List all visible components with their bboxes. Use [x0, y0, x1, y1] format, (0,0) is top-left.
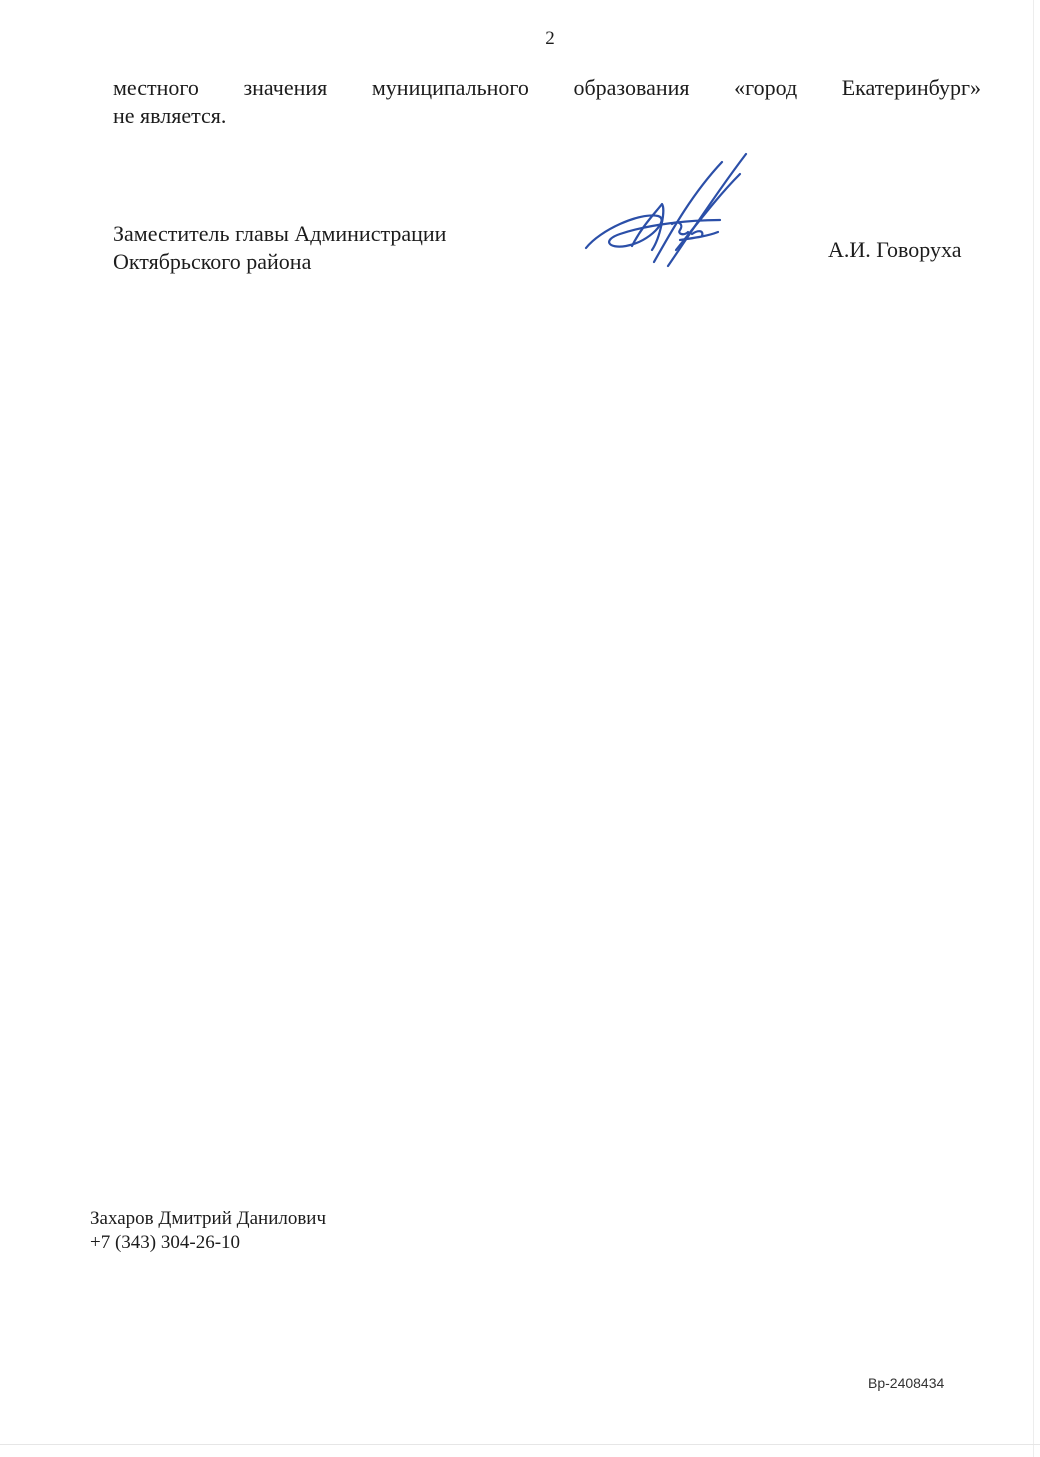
- signatory-position: [113, 220, 446, 276]
- body-paragraph: [113, 74, 981, 130]
- page-number: 2: [545, 28, 555, 49]
- executor-phone: +7 (343) 304-26-10: [90, 1232, 241, 1253]
- registry-number: Вр-2408434: [868, 1375, 945, 1391]
- position-line-2: Октябрьского района: [113, 249, 312, 274]
- body-word: «город: [734, 75, 798, 100]
- handwritten-signature: [580, 150, 770, 270]
- body-line-1: [113, 74, 981, 102]
- executor-name: Захаров Дмитрий Данилович: [90, 1208, 327, 1229]
- scan-edge-bottom: [0, 1444, 1040, 1445]
- executor-block: [90, 1207, 326, 1255]
- signatory-name: А.И. Говоруха: [828, 237, 962, 262]
- body-word: Екатеринбург»: [841, 75, 982, 100]
- body-word: местного: [113, 75, 199, 100]
- scan-edge-right: [1033, 0, 1034, 1457]
- body-word: значения: [243, 75, 328, 100]
- body-line-2: не является.: [113, 103, 227, 128]
- position-line-1: Заместитель главы Администрации: [113, 221, 447, 246]
- body-word: муниципального: [371, 75, 529, 100]
- body-word: образования: [573, 75, 690, 100]
